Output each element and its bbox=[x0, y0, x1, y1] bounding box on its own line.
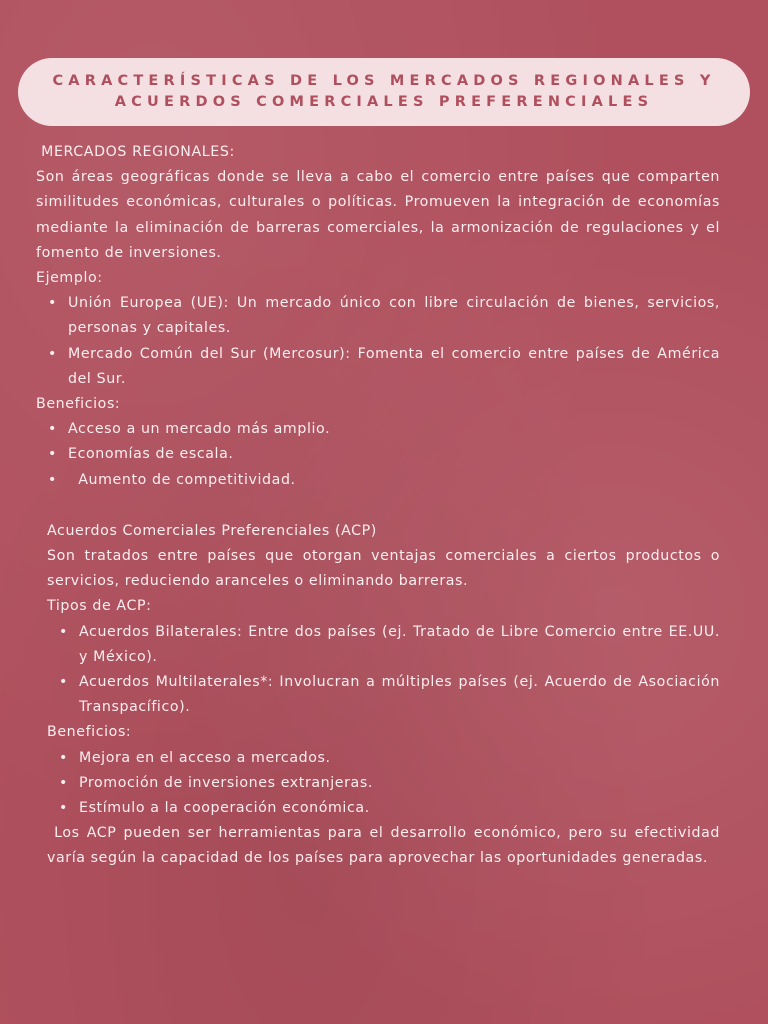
list-item-text: Acceso a un mercado más amplio. bbox=[68, 421, 331, 438]
list-item-text: Aumento de competitividad. bbox=[68, 471, 296, 488]
list-item-text: Acuerdos Multilaterales*: Involucran a múltiples países (ej. Acuerdo de Asociación Transpacífico). bbox=[79, 674, 720, 716]
bullet-icon: • bbox=[48, 345, 57, 362]
list-item bbox=[47, 796, 720, 821]
bullet-icon: • bbox=[59, 774, 68, 791]
example-label: Ejemplo: bbox=[36, 270, 103, 287]
title-line-2: ACUERDOS COMERCIALES PREFERENCIALES bbox=[114, 94, 654, 110]
bullet-icon: • bbox=[48, 471, 57, 488]
bullet-icon: • bbox=[48, 446, 57, 463]
list-item-text: Estímulo a la cooperación económica. bbox=[79, 800, 370, 817]
bullet-icon: • bbox=[59, 674, 68, 691]
list-item bbox=[36, 291, 720, 341]
bullet-icon: • bbox=[48, 295, 57, 312]
types-list bbox=[47, 620, 720, 721]
bullet-icon: • bbox=[48, 421, 57, 438]
title-line-1: CARACTERÍSTICAS DE LOS MERCADOS REGIONALES Y bbox=[52, 73, 716, 89]
list-item-text: Economías de escala. bbox=[68, 446, 234, 463]
section-acuerdos-comerciales bbox=[47, 519, 726, 872]
examples-list bbox=[36, 291, 720, 392]
benefits-list bbox=[47, 746, 720, 822]
list-item-text: Mercado Común del Sur (Mercosur): Fomenta el comercio entre países de América del Sur. bbox=[68, 345, 720, 387]
document-body bbox=[36, 140, 726, 872]
list-item bbox=[47, 620, 720, 670]
bullet-icon: • bbox=[59, 623, 68, 640]
list-item-text: Unión Europea (UE): Un mercado único con libre circulación de bienes, servicios, personas y capitales. bbox=[68, 295, 720, 337]
title-banner bbox=[18, 58, 750, 126]
list-item bbox=[47, 746, 720, 771]
section-intro: Son tratados entre países que otorgan ventajas comerciales a ciertos productos o servicios, reduciendo aranceles o eliminando barreras. bbox=[47, 548, 720, 590]
bullet-icon: • bbox=[59, 749, 68, 766]
conclusion-paragraph: Los ACP pueden ser herramientas para el desarrollo económico, pero su efectividad varía según la capacidad de los países para aprovechar las oportunidades generadas. bbox=[47, 825, 726, 867]
benefits-list bbox=[36, 417, 720, 493]
list-item-text: Promoción de inversiones extranjeras. bbox=[79, 774, 373, 791]
benefits-label: Beneficios: bbox=[47, 724, 132, 741]
list-item bbox=[36, 442, 720, 467]
section-mercados-regionales bbox=[36, 140, 720, 493]
list-item bbox=[47, 771, 720, 796]
bullet-icon: • bbox=[59, 800, 68, 817]
list-item bbox=[36, 342, 720, 392]
section-heading: MERCADOS REGIONALES: bbox=[36, 144, 235, 160]
list-item bbox=[36, 417, 720, 442]
list-item-text: Acuerdos Bilaterales: Entre dos países (ej. Tratado de Libre Comercio entre EE.UU. y México). bbox=[79, 623, 720, 665]
types-label: Tipos de ACP: bbox=[47, 598, 152, 615]
list-item bbox=[36, 468, 720, 493]
benefits-label: Beneficios: bbox=[36, 396, 121, 413]
section-intro: Son áreas geográficas donde se lleva a cabo el comercio entre países que comparten similitudes económicas, culturales o políticas. Promueven la integración de economías mediante la eliminación de barreras comerciales, la armonización de regulaciones y el fomento de inversiones. bbox=[36, 169, 720, 261]
section-heading: Acuerdos Comerciales Preferenciales (ACP) bbox=[47, 522, 377, 539]
list-item-text: Mejora en el acceso a mercados. bbox=[79, 749, 331, 766]
list-item bbox=[47, 670, 720, 720]
